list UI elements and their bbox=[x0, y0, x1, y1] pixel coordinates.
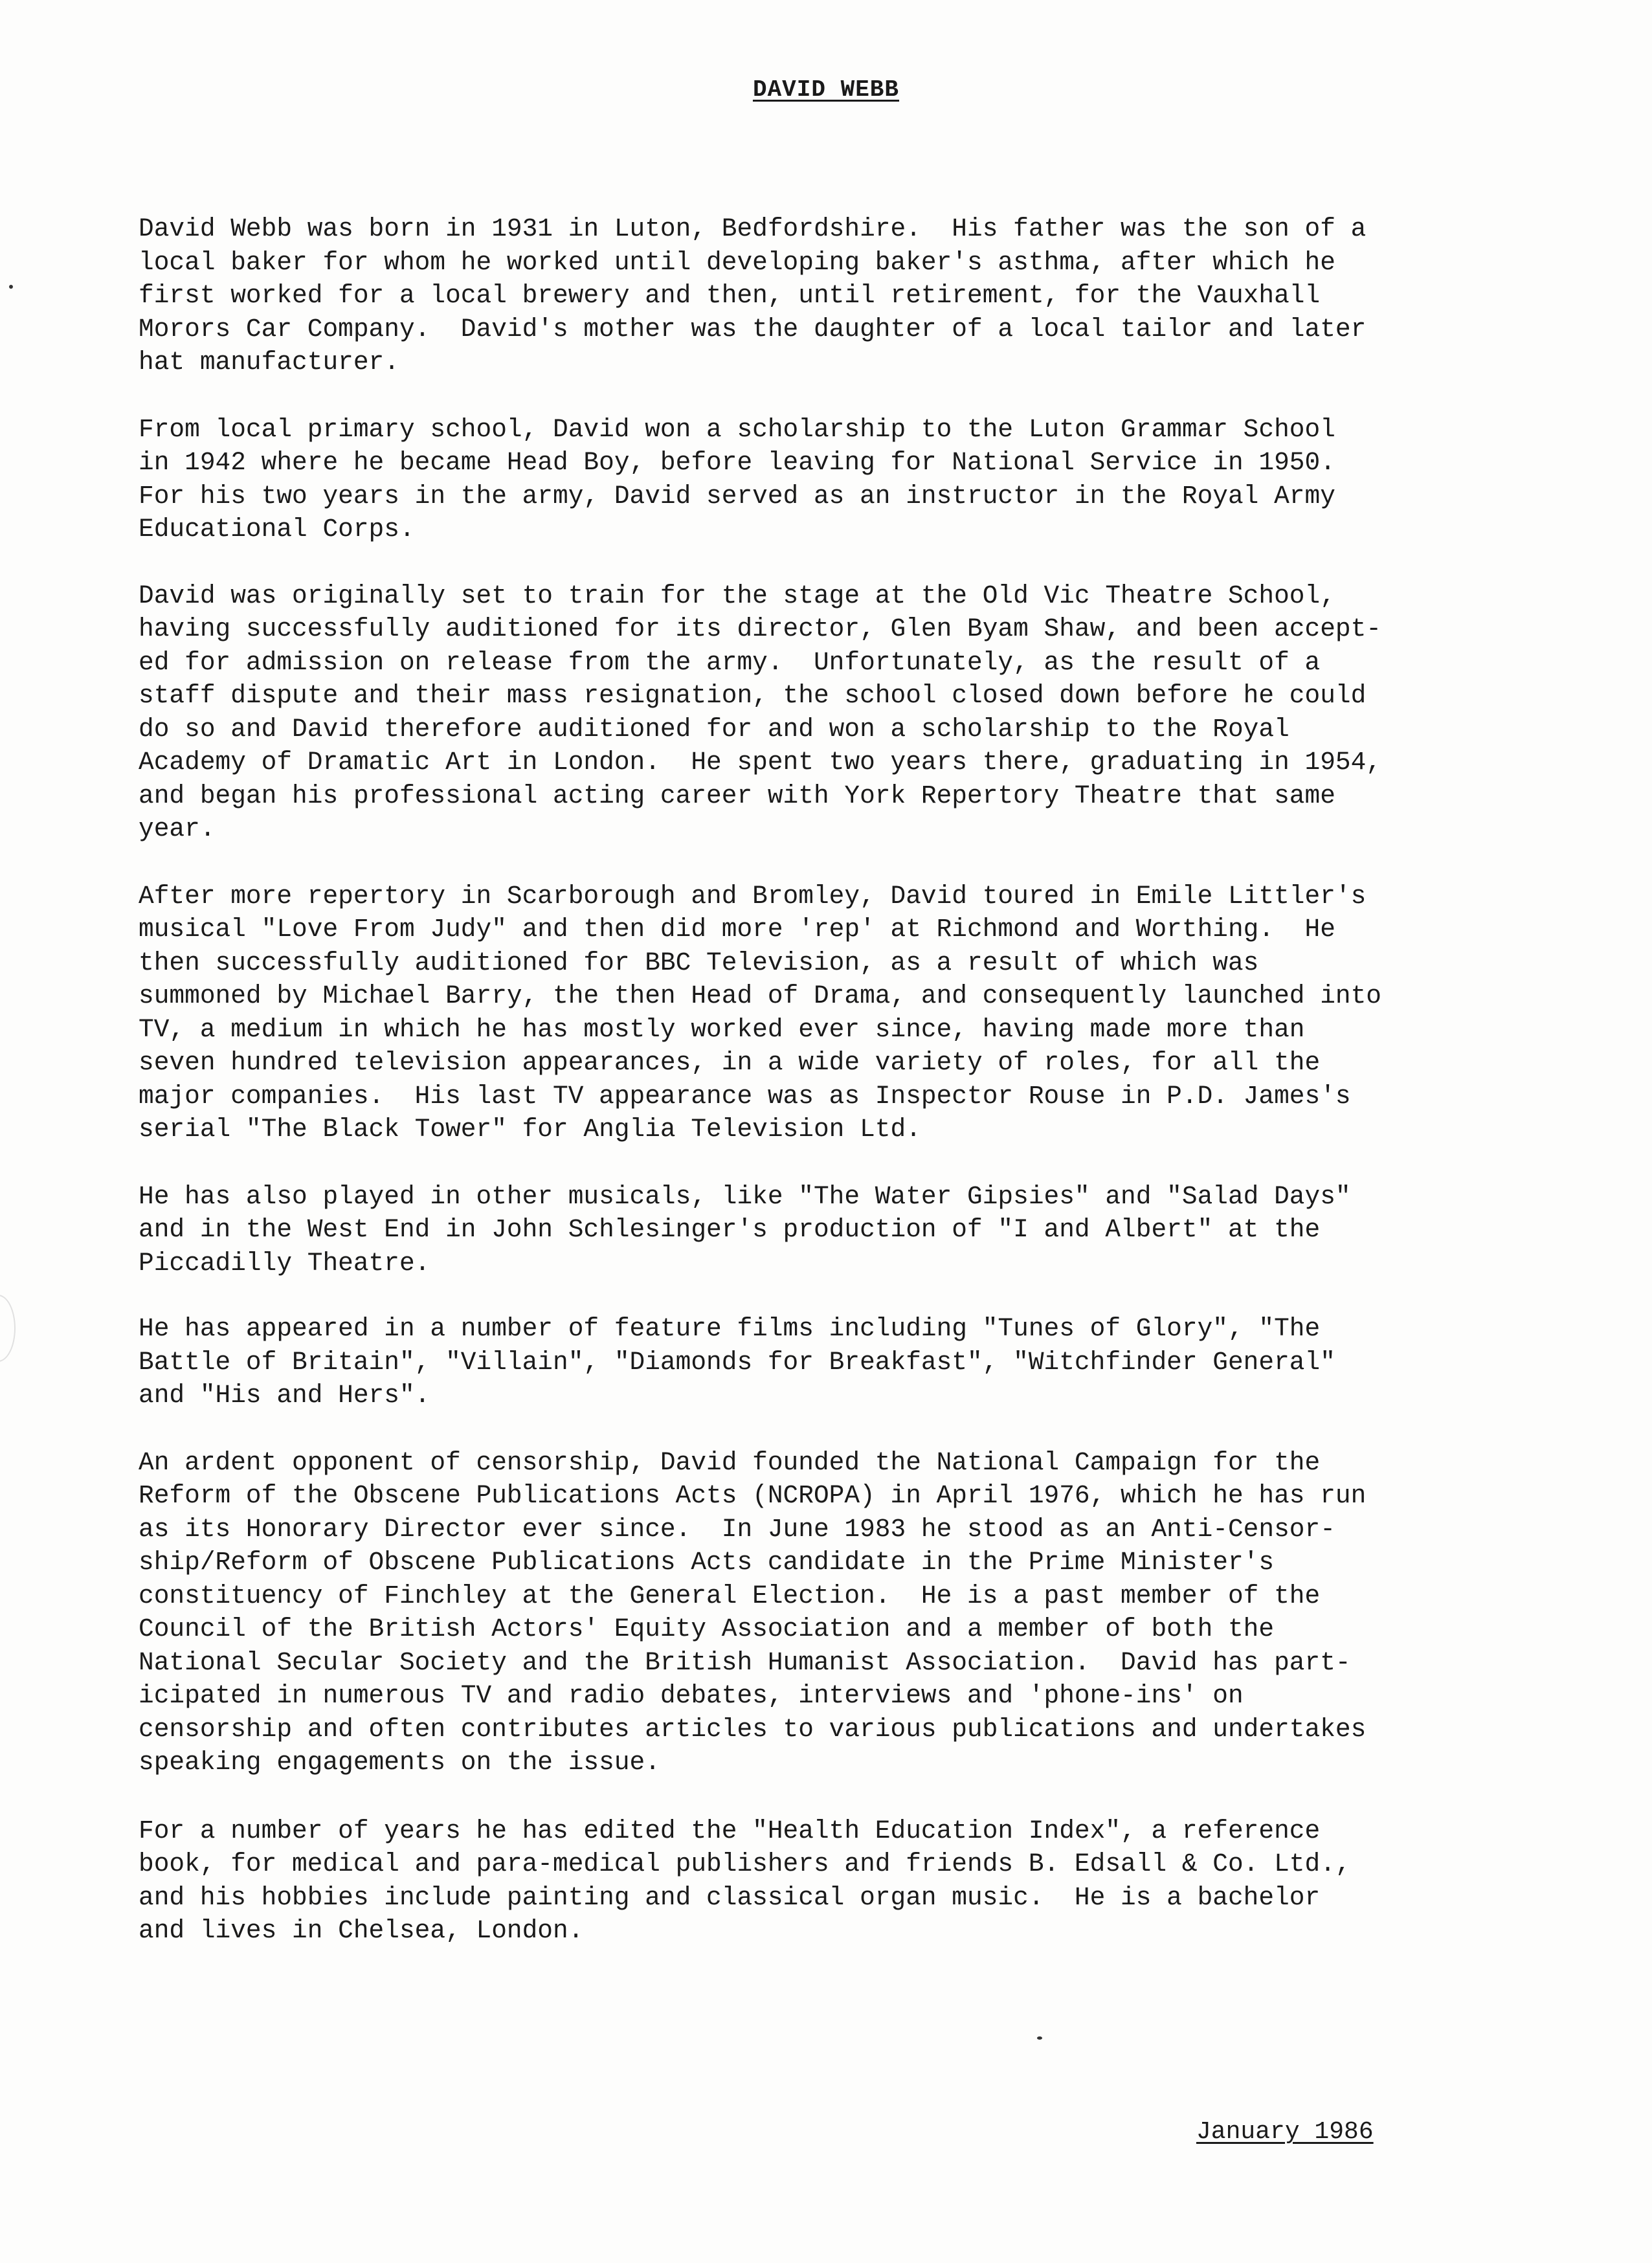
ink-speck bbox=[1037, 2036, 1042, 2040]
paragraph-censorship-campaign: An ardent opponent of censorship, David founded the National Campaign for the Reform of the Obscene Publications Acts (NCROPA) in April 1976, which he has run as its Honorary Director ever since. In June 1983 he stood as an Anti-Censor- ship/Reform of Obscene Publications Acts candidate in the Prime Minister's constituency of Finchley at the General Election. He is a past member of the Council of the British Actors' Equity Association and a member of both the National Secular Society and the British Humanist Association. David has part- icipated in numerous TV and radio debates, interviews and 'phone-ins' on censorship and often contributes articles to various publications and undertakes speaking engagements on the issue. bbox=[139, 1447, 1367, 1777]
ink-speck bbox=[9, 285, 13, 289]
paragraph-education: From local primary school, David won a scholarship to the Luton Grammar School in 1942 where he became Head Boy, before leaving for National Service in 1950. For his two years in the army, David served as an instructor in the Royal Army Educational Corps. bbox=[139, 414, 1335, 544]
paragraph-musicals: He has also played in other musicals, like "The Water Gipsies" and "Salad Days" and in the West End in John Schlesinger's production of "I and Albert" at the Piccadilly Theatre. bbox=[139, 1181, 1351, 1278]
document-title bbox=[0, 76, 1652, 103]
document-body bbox=[139, 212, 1530, 1948]
paragraph-films: He has appeared in a number of feature films including "Tunes of Glory", "The Battle of Britain", "Villain", "Diamonds for Breakfast", "Witchfinder General" and "His and Hers". bbox=[139, 1314, 1335, 1410]
paragraph-television-career: After more repertory in Scarborough and Bromley, David toured in Emile Littler's musical "Love From Judy" and then did more 'rep' at Richmond and Worthing. He then successfully auditioned for BBC Television, as a result of which was summoned by Michael Barry, the then Head of Drama, and consequently launched into TV, a medium in which he has mostly worked ever since, having made more than seven hundred television appearances, in a wide variety of roles, for all the major companies. His last TV appearance was as Inspector Rouse in P.D. James's serial "The Black Tower" for Anglia Television Ltd. bbox=[139, 881, 1382, 1144]
document-date bbox=[1196, 2118, 1374, 2146]
paragraph-personal: For a number of years he has edited the "Health Education Index", a reference book, for medical and para-medical publishers and friends B. Edsall & Co. Ltd., and his hobbies include painting and classical organ music. He is a bachelor and lives in Chelsea, London. bbox=[139, 1816, 1351, 1945]
punch-hole-mark bbox=[0, 1295, 16, 1362]
date-text: January 1986 bbox=[1196, 2118, 1374, 2146]
title-text: DAVID WEBB bbox=[752, 76, 900, 103]
paragraph-drama-training: David was originally set to train for the stage at the Old Vic Theatre School, having successfully auditioned for its director, Glen Byam Shaw, and been accept- ed for admission on release from the army. Unfortunately, as the result of a staff dispute and their mass resignation, the school closed down before he could do so and David therefore auditioned for and won a scholarship to the Royal Academy of Dramatic Art in London. He spent two years there, graduating in 1954, and began his professional acting career with York Repertory Theatre that same year. bbox=[139, 581, 1382, 843]
paragraph-early-life: David Webb was born in 1931 in Luton, Bedfordshire. His father was the son of a local baker for whom he worked until developing baker's asthma, after which he first worked for a local brewery and then, until retirement, for the Vauxhall Morors Car Company. David's mother was the daughter of a local tailor and later hat manufacturer. bbox=[139, 214, 1367, 377]
